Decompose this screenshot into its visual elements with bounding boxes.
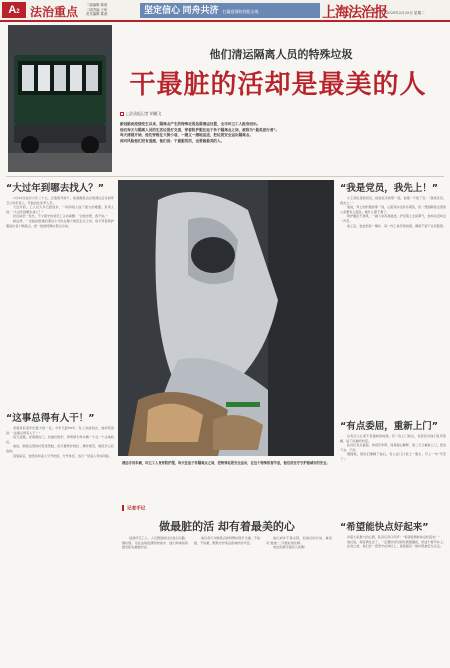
paragraph: 他说，隔离点里的垃圾虽然脏，但只要防护到位、操作规范，就没什么好怕的。: [6, 444, 114, 453]
section-heading: “这事总得有人干！”: [6, 413, 95, 424]
banner-main: 坚定信心 同舟共济: [144, 5, 219, 15]
editor-line: 二版责编 王昕: [86, 7, 108, 12]
paragraph: 也有让人心里不是滋味的时候。有一次上门收运，有居民对他们有所误解，说了些难听的话。: [340, 434, 446, 443]
page-number-badge: [2, 2, 26, 18]
lead-line: 每天清晨开始，他们穿梭在大街小巷，一趟又一趟地运送，把垃圾安全运出隔离点。: [120, 133, 253, 138]
paragraph: 每天凌晨，老黄就出门，先做好防护，再驾驶专用车辆一个点一个点地收运。: [6, 435, 114, 444]
paragraph: 在此之前，他们会一直坚守在岗位上，直到最后一袋垃圾被安全运走。: [347, 544, 443, 549]
paragraph: 老黄是队里年纪最大的一位，今年已经58岁。有人劝他别去，他却笑着说：“这事总得有人干！”: [6, 426, 114, 435]
issue-date: 2020年2月25日 星期二: [386, 11, 425, 15]
article-subtitle: 他们清运隔离人员的特殊垃圾: [209, 48, 353, 61]
lead-line: 新冠肺炎疫情发生以来，隔离点产生的特殊垃圾急需清运处置，全市环卫工人挺身而出。: [120, 122, 261, 126]
lead-line: 他们每天与隔离人员的生活垃圾打交道，穿着防护服往返于各个隔离点之间，被称为“最美逆行者”。: [120, 127, 280, 132]
section-body: [340, 196, 446, 228]
page-number: 2: [16, 9, 20, 15]
paragraph: 他们或许不善言辞，但他们的行动，就是对“最美”二字最好的诠释。: [266, 536, 332, 545]
section-heading: “有点委屈，重新上门”: [340, 421, 438, 432]
byline: [120, 111, 161, 117]
paragraph: 问起大家最大的心愿，队员们异口同声：“希望疫情能快点好起来！”: [347, 535, 440, 539]
truck-illustration: [8, 25, 112, 172]
section-body: [6, 426, 114, 458]
photo-caption: 清运专用车辆，环卫工人身穿防护服，每天往返于各隔离点之间，把特殊垃圾安全运出，在这个特殊的春节里，他们用坚守守护着城市的安全。: [122, 461, 330, 465]
truck-photo: [8, 25, 112, 172]
byline-box-icon: [120, 112, 124, 116]
campaign-banner: [140, 3, 320, 18]
paragraph: 他们说，等疫情过去了，一定要好好回家吃顿团圆饭，把这个春节补上。: [347, 539, 446, 544]
paragraph: 他说，穿上防护服的那一刻，心里其实也有些紧张，但一想到隔离点里的人需要有人服务，就什么都不想了。: [340, 205, 446, 214]
paragraph: 收工后，他会把每一辆车、每一件工具仔细消毒，确保不留下任何隐患。: [347, 223, 446, 228]
section-body: [340, 535, 446, 549]
section-heading: “希望能快点好起来”: [340, 522, 429, 533]
paragraph: 防护服密不透风，一趟下来浑身湿透，护目镜上全是雾气，他却从没叫过一声苦。: [340, 214, 446, 223]
section-body: [6, 196, 114, 228]
paragraph: 队员们有点委屈，却没有争辩，而是耐心解释，第二天又重新上门，把活干完、干好。: [340, 443, 446, 452]
section-heading: “我是党员，我先上！”: [340, 183, 438, 194]
section-heading: “大过年到哪去找人？”: [6, 183, 104, 194]
banner-sub: 打赢疫情防控阻击战: [222, 9, 259, 14]
editor-line: 二版编辑 陈晨: [86, 3, 108, 7]
editor-line: 美术编辑 陈燕: [86, 12, 108, 17]
divider: [6, 176, 444, 177]
paragraph: 1月23日农历大年二十九，正值春节前夕，接到隔离点垃圾清运任务的环卫公司负责人，开始四处张罗人手。: [6, 196, 114, 205]
paragraph: 就这样，一支临时组建的清运小分队在除夕前夜正式上岗，每天穿着防护服进出各个隔离点，把一袋袋特殊垃圾运出来。: [6, 218, 114, 228]
note-label-text: 记者手记: [127, 506, 146, 512]
lead-line: 面对风险他们没有退缩，他们说：干最脏的活，也要做最美的人。: [120, 139, 225, 144]
paragraph: 说到环卫工人，人们想到的往往是扫马路、倒垃圾。可在这场疫情防控战中，他们却承担着最危险也最脏的活。: [122, 536, 188, 550]
editor-credits: [86, 3, 107, 17]
paragraph: 大过年的，工人们大多已经返乡，一时间找人成了最大的难题。负责人说：“大过年到哪去找人？”: [6, 205, 114, 214]
note-title: 做最脏的活 却有着最美的心: [159, 520, 295, 533]
section-body: [340, 434, 446, 462]
note-label: [122, 505, 145, 512]
page-letter: A: [8, 4, 17, 16]
worker-photo: [118, 180, 334, 456]
paragraph: 他们每天与隔离点的特殊垃圾打交道，不怕脏、不怕累，默默守护着这座城市的平安。: [194, 536, 260, 545]
article-title: 干最脏的活却是最美的人: [129, 70, 427, 100]
paragraph: 慢慢地，居民们理解了他们，有人在门口放上一瓶水，写上一句“辛苦了”。: [340, 452, 446, 461]
newspaper-name: 上海法治报: [322, 5, 387, 21]
lead-paragraph: [120, 122, 442, 145]
paragraph: 小王是队里的党员，接到任务的那一刻，他第一个报了名：“我是党员，我先上！”: [340, 196, 446, 205]
note-bar-icon: [122, 505, 124, 511]
paragraph: 好在消息一发出，不少留守的老员工主动请缨：“让我去吧，我不怕。”: [13, 214, 108, 219]
paragraph: 向这些最可爱的人致敬！: [273, 545, 308, 550]
section-title: 法治重点: [30, 5, 79, 19]
worker-illustration: [118, 180, 334, 456]
note-body: [122, 536, 332, 550]
byline-text: □法治报记者 胡毓飞: [126, 111, 162, 116]
paragraph: 回到家后，他坚持和家人分开吃饭、分开休息，怕万一给家人带来风险。: [13, 453, 112, 458]
